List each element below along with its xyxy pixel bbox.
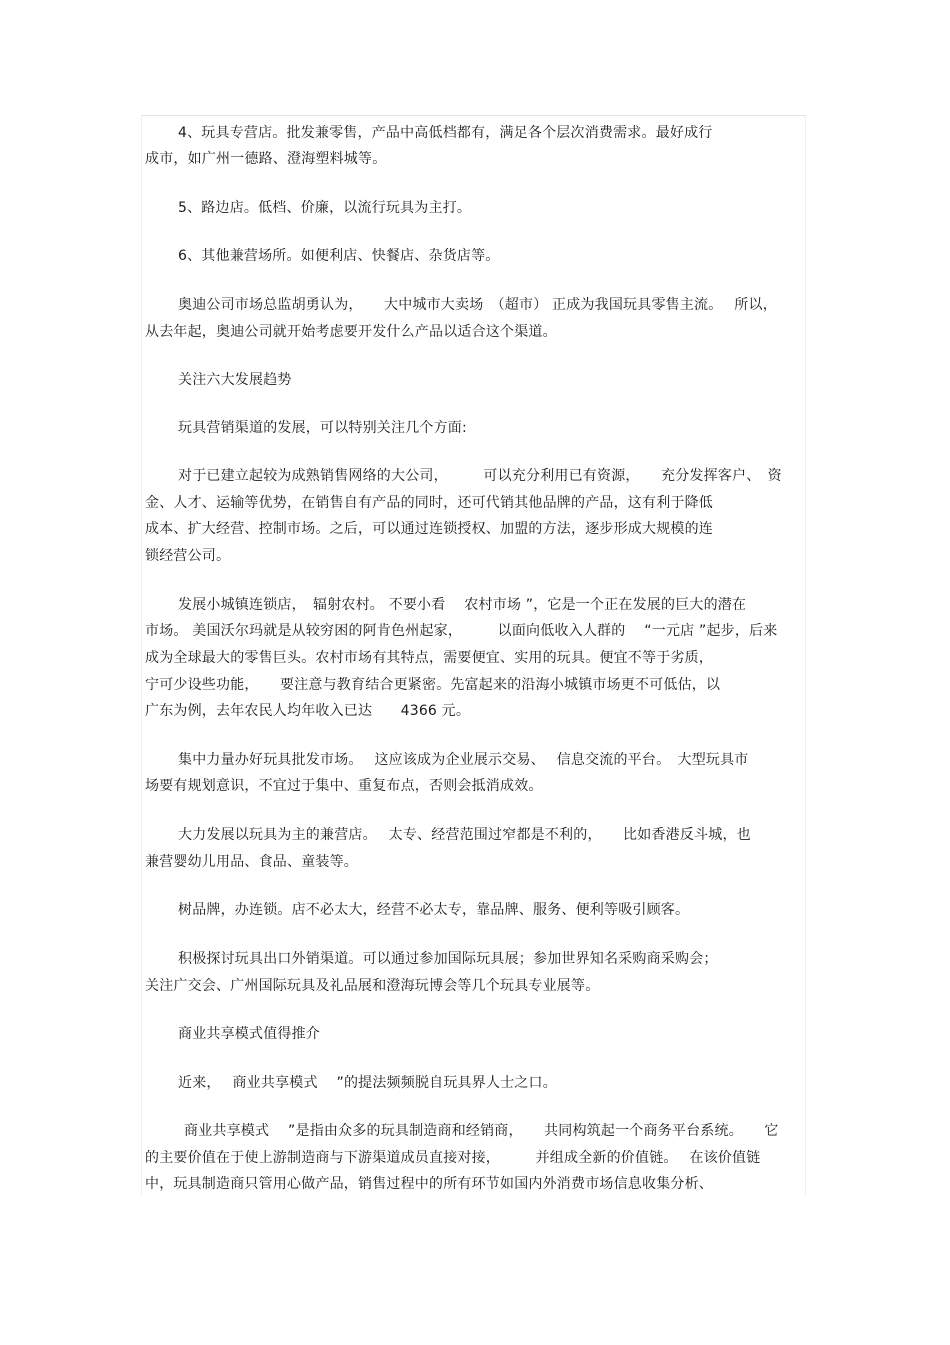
text-line: 从去年起，奥迪公司就开始考虑要开发什么产品以适合这个渠道。 xyxy=(145,324,557,340)
section-heading: 商业共享模式值得推介 xyxy=(178,1026,320,1042)
text-line: 商业共享模式 ”是指由众多的玩具制造商和经销商， 共同构筑起一个商务平台系统。 它 xyxy=(184,1123,779,1139)
text-line: 玩具营销渠道的发展，可以特别关注几个方面: xyxy=(178,420,467,436)
text-line: 对于已建立起较为成熟销售网络的大公司， 可以充分利用已有资源， 充分发挥客户、 资 xyxy=(178,468,782,484)
text-line: 成本、扩大经营、控制市场。之后，可以通过连锁授权、加盟的方法，逐步形成大规模的连 xyxy=(145,521,713,537)
text-line: 发展小城镇连锁店， 辐射农村。 不要小看 农村市场 ”，它是一个正在发展的巨大的潜在 xyxy=(178,597,747,613)
text-line: 成为全球最大的零售巨头。农村市场有其特点，需要便宜、实用的玩具。便宜不等于劣质， xyxy=(145,650,713,666)
document-page xyxy=(141,115,806,1195)
text-line: 树品牌，办连锁。店不必太大，经营不必太专，靠品牌、服务、便利等吸引顾客。 xyxy=(178,902,690,918)
text-line: 6、其他兼营场所。如便利店、快餐店、杂货店等。 xyxy=(178,248,500,264)
text-line: 近来， 商业共享模式 ”的提法频频脱自玩具界人士之口。 xyxy=(178,1075,557,1091)
text-line: 大力发展以玩具为主的兼营店。 太专、经营范围过窄都是不利的， 比如香港反斗城，也 xyxy=(178,827,751,843)
text-line: 奥迪公司市场总监胡勇认为， 大中城市大卖场 （超市） 正成为我国玩具零售主流。 所以， xyxy=(178,297,777,313)
text-line: 的主要价值在于使上游制造商与下游渠道成员直接对接， 并组成全新的价值链。 在该价值链 xyxy=(145,1150,761,1166)
text-line: 锁经营公司。 xyxy=(145,548,231,564)
text-line: 场要有规划意识，不宜过于集中、重复布点，否则会抵消成效。 xyxy=(145,778,543,794)
text-line: 兼营婴幼儿用品、食品、童装等。 xyxy=(145,854,358,870)
text-line: 关注广交会、广州国际玩具及礼品展和澄海玩博会等几个玩具专业展等。 xyxy=(145,978,600,994)
text-line: 积极探讨玩具出口外销渠道。可以通过参加国际玩具展；参加世界知名采购商采购会； xyxy=(178,951,718,967)
text-line: 广东为例，去年农民人均年收入已达 4366 元。 xyxy=(145,703,471,719)
text-line: 中，玩具制造商只管用心做产品，销售过程中的所有环节如国内外消费市场信息收集分析、 xyxy=(145,1176,713,1192)
text-line: 宁可少设些功能， 要注意与教育结合更紧密。先富起来的沿海小城镇市场更不可低估，以 xyxy=(145,677,721,693)
text-line: 成市，如广州一德路、澄海塑料城等。 xyxy=(145,151,387,167)
text-line: 5、路边店。低档、价廉，以流行玩具为主打。 xyxy=(178,200,472,216)
text-line: 市场。 美国沃尔玛就是从较穷困的阿肯色州起家， 以面向低收入人群的 “一元店 ”起步，后来 xyxy=(145,623,778,639)
section-heading: 关注六大发展趋势 xyxy=(178,372,292,388)
text-line: 4、玩具专营店。批发兼零售，产品中高低档都有，满足各个层次消费需求。最好成行 xyxy=(178,125,713,141)
text-line: 金、人才、运输等优势，在销售自有产品的同时，还可代销其他品牌的产品，这有利于降低 xyxy=(145,495,713,511)
text-line: 集中力量办好玩具批发市场。 这应该成为企业展示交易、 信息交流的平台。 大型玩具市 xyxy=(178,752,749,768)
